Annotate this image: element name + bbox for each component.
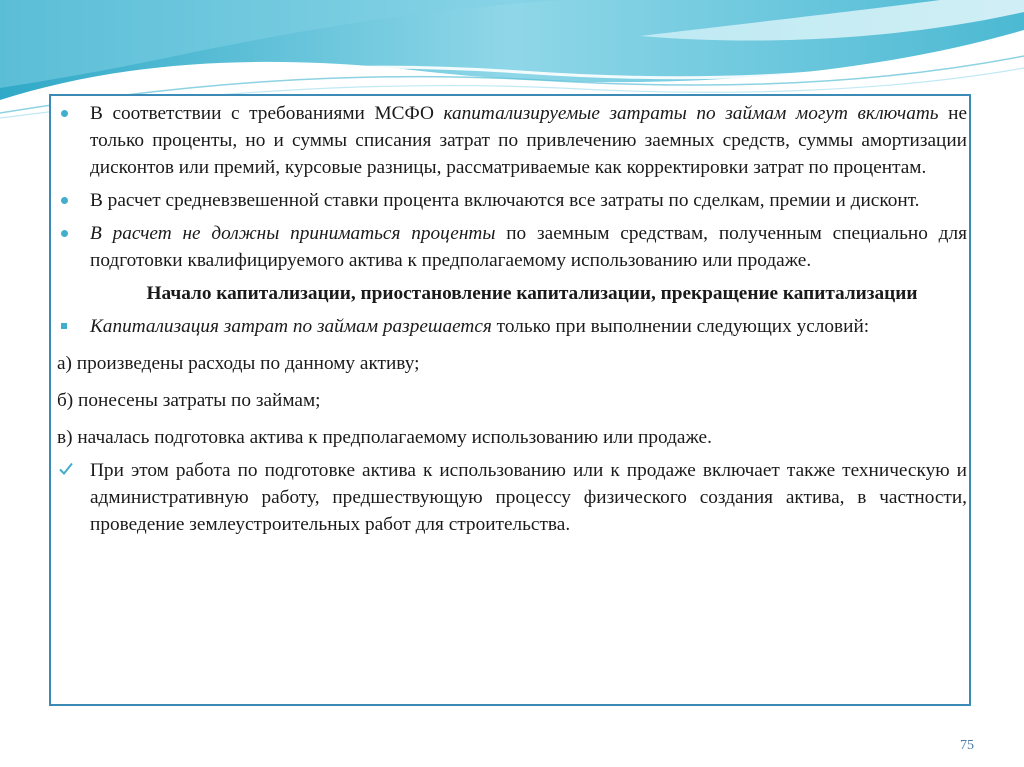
bullet-capitalizable-costs: В соответствии с требованиями МСФО капитализируемые затраты по займам могут включать не только проценты, но и суммы списания затрат по привлечению заемных средств, суммы амортизации дисконтов или премий, курсовые разницы, рассматриваемые как корректировки затрат по процентам. [57, 100, 967, 181]
section-heading: Начало капитализации, приостановление капитализации, прекращение капитализации [146, 283, 918, 304]
bullet-square-icon [61, 323, 67, 329]
bullet-preparation-work: При этом работа по подготовке актива к использованию или к продаже включает также техническую и административную работу, предшествующую процессу физического создания актива, в частности, проведение землеустроительных работ для строительства. [57, 457, 967, 538]
slide-content [57, 100, 967, 538]
bullet-dot-icon [61, 110, 68, 117]
checkmark-icon [58, 461, 74, 477]
condition-b: б) понесены затраты по займам; [57, 390, 321, 411]
condition-c: в) началась подготовка актива к предполагаемому использованию или продаже. [57, 427, 712, 448]
condition-a: а) произведены расходы по данному активу; [57, 353, 420, 374]
bullet-capitalization-allowed: Капитализация затрат по займам разрешается только при выполнении следующих условий: [57, 313, 967, 340]
page-number: 75 [960, 738, 974, 753]
bullet-excluded-interest: В расчет не должны приниматься проценты по заемным средствам, полученным специально для подготовки квалифицируемого актива к предполагаемому использованию или продаже. [57, 220, 967, 274]
bullet-dot-icon [61, 230, 68, 237]
bullet-dot-icon [61, 197, 68, 204]
bullet-weighted-rate: В расчет средневзвешенной ставки процента включаются все затраты по сделкам, премии и дисконт. [57, 187, 967, 214]
